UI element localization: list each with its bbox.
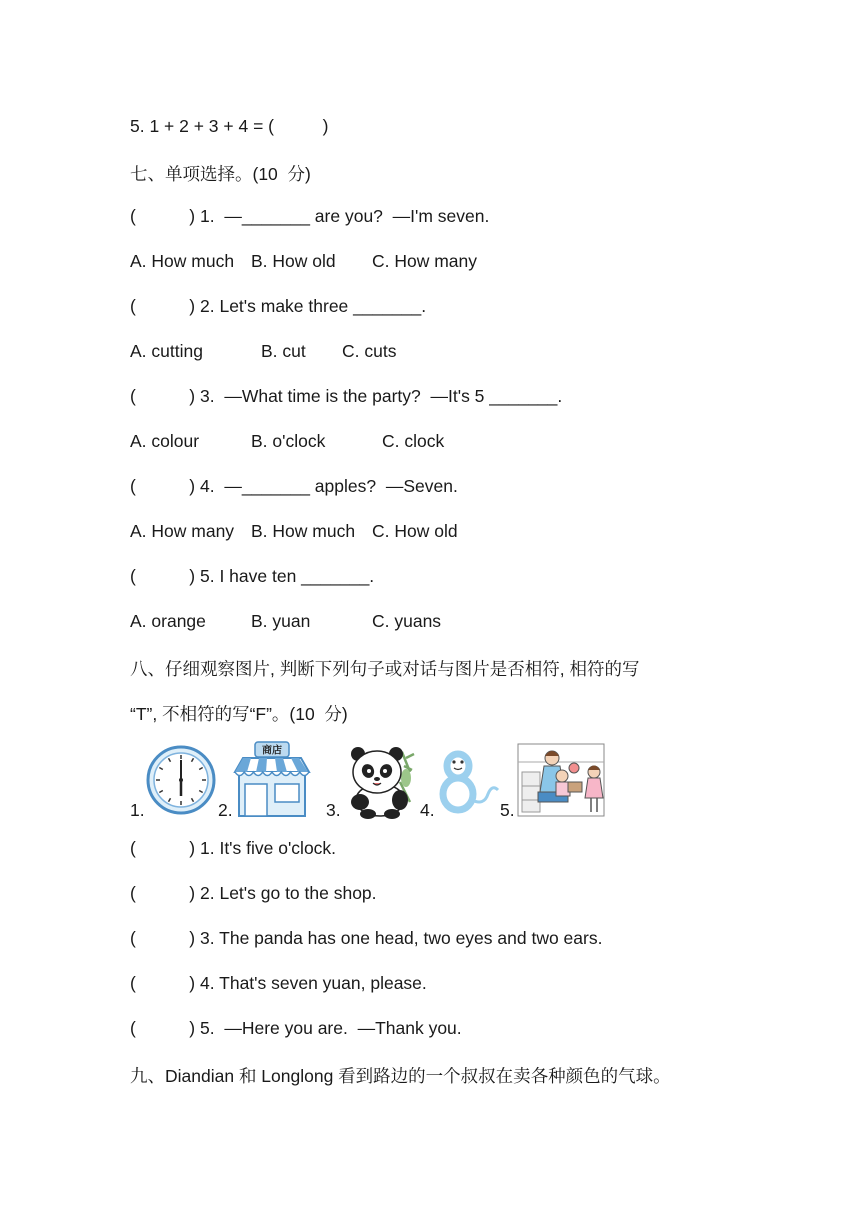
s7-question-3: ( ) 3. —What time is the party? —It's 5 _______. — [130, 386, 563, 406]
picture-label-2: 2. — [218, 800, 233, 820]
option-a: A. colour — [130, 431, 200, 451]
option-c: C. How old — [372, 521, 458, 541]
option-b: B. yuan — [251, 611, 311, 631]
option-a: A. How many — [130, 521, 235, 541]
s7-question-2: ( ) 2. Let's make three _______. — [130, 296, 427, 316]
option-a: A. cutting — [130, 341, 203, 361]
s8-question-3: ( ) 3. The panda has one head, two eyes and two ears. — [130, 928, 603, 948]
option-c: C. clock — [382, 431, 445, 451]
family-scene-icon — [514, 742, 608, 818]
clock-icon — [146, 744, 216, 816]
s7-question-1: ( ) 1. —_______ are you? —I'm seven. — [130, 206, 490, 226]
panda-icon — [340, 742, 420, 820]
option-c: C. cuts — [342, 341, 397, 361]
option-a: A. How much — [130, 251, 235, 271]
shop-sign-text: 商店 — [262, 745, 282, 757]
option-a: A. orange — [130, 611, 206, 631]
number-eight-icon — [434, 748, 500, 818]
option-c: C. How many — [372, 251, 478, 271]
section-8-title-line-1: 八、仔细观察图片, 判断下列句子或对话与图片是否相符, 相符的写 — [130, 659, 640, 679]
picture-label-4: 4. — [420, 800, 435, 820]
section-8-title-line-2: “T”, 不相符的写“F”。(10 分) — [130, 704, 348, 724]
s8-question-1: ( ) 1. It's five o'clock. — [130, 838, 337, 858]
math-question-5: 5. 1 + 2 + 3 + 4 = ( ) — [130, 116, 329, 136]
s7-question-4: ( ) 4. —_______ apples? —Seven. — [130, 476, 458, 496]
s8-question-2: ( ) 2. Let's go to the shop. — [130, 883, 377, 903]
option-b: B. o'clock — [251, 431, 326, 451]
s8-question-5: ( ) 5. —Here you are. —Thank you. — [130, 1018, 462, 1038]
s7-question-5: ( ) 5. I have ten _______. — [130, 566, 375, 586]
s8-question-4: ( ) 4. That's seven yuan, please. — [130, 973, 427, 993]
picture-label-3: 3. — [326, 800, 341, 820]
option-b: B. How much — [251, 521, 356, 541]
option-b: B. cut — [261, 341, 306, 361]
picture-label-5: 5. — [500, 800, 515, 820]
section-7-title: 七、单项选择。(10 分) — [130, 164, 311, 184]
option-c: C. yuans — [372, 611, 442, 631]
option-b: B. How old — [251, 251, 336, 271]
shop-icon — [233, 738, 311, 818]
picture-label-1: 1. — [130, 800, 145, 820]
section-9-title: 九、Diandian 和 Longlong 看到路边的一个叔叔在卖各种颜色的气球。 — [130, 1066, 671, 1086]
